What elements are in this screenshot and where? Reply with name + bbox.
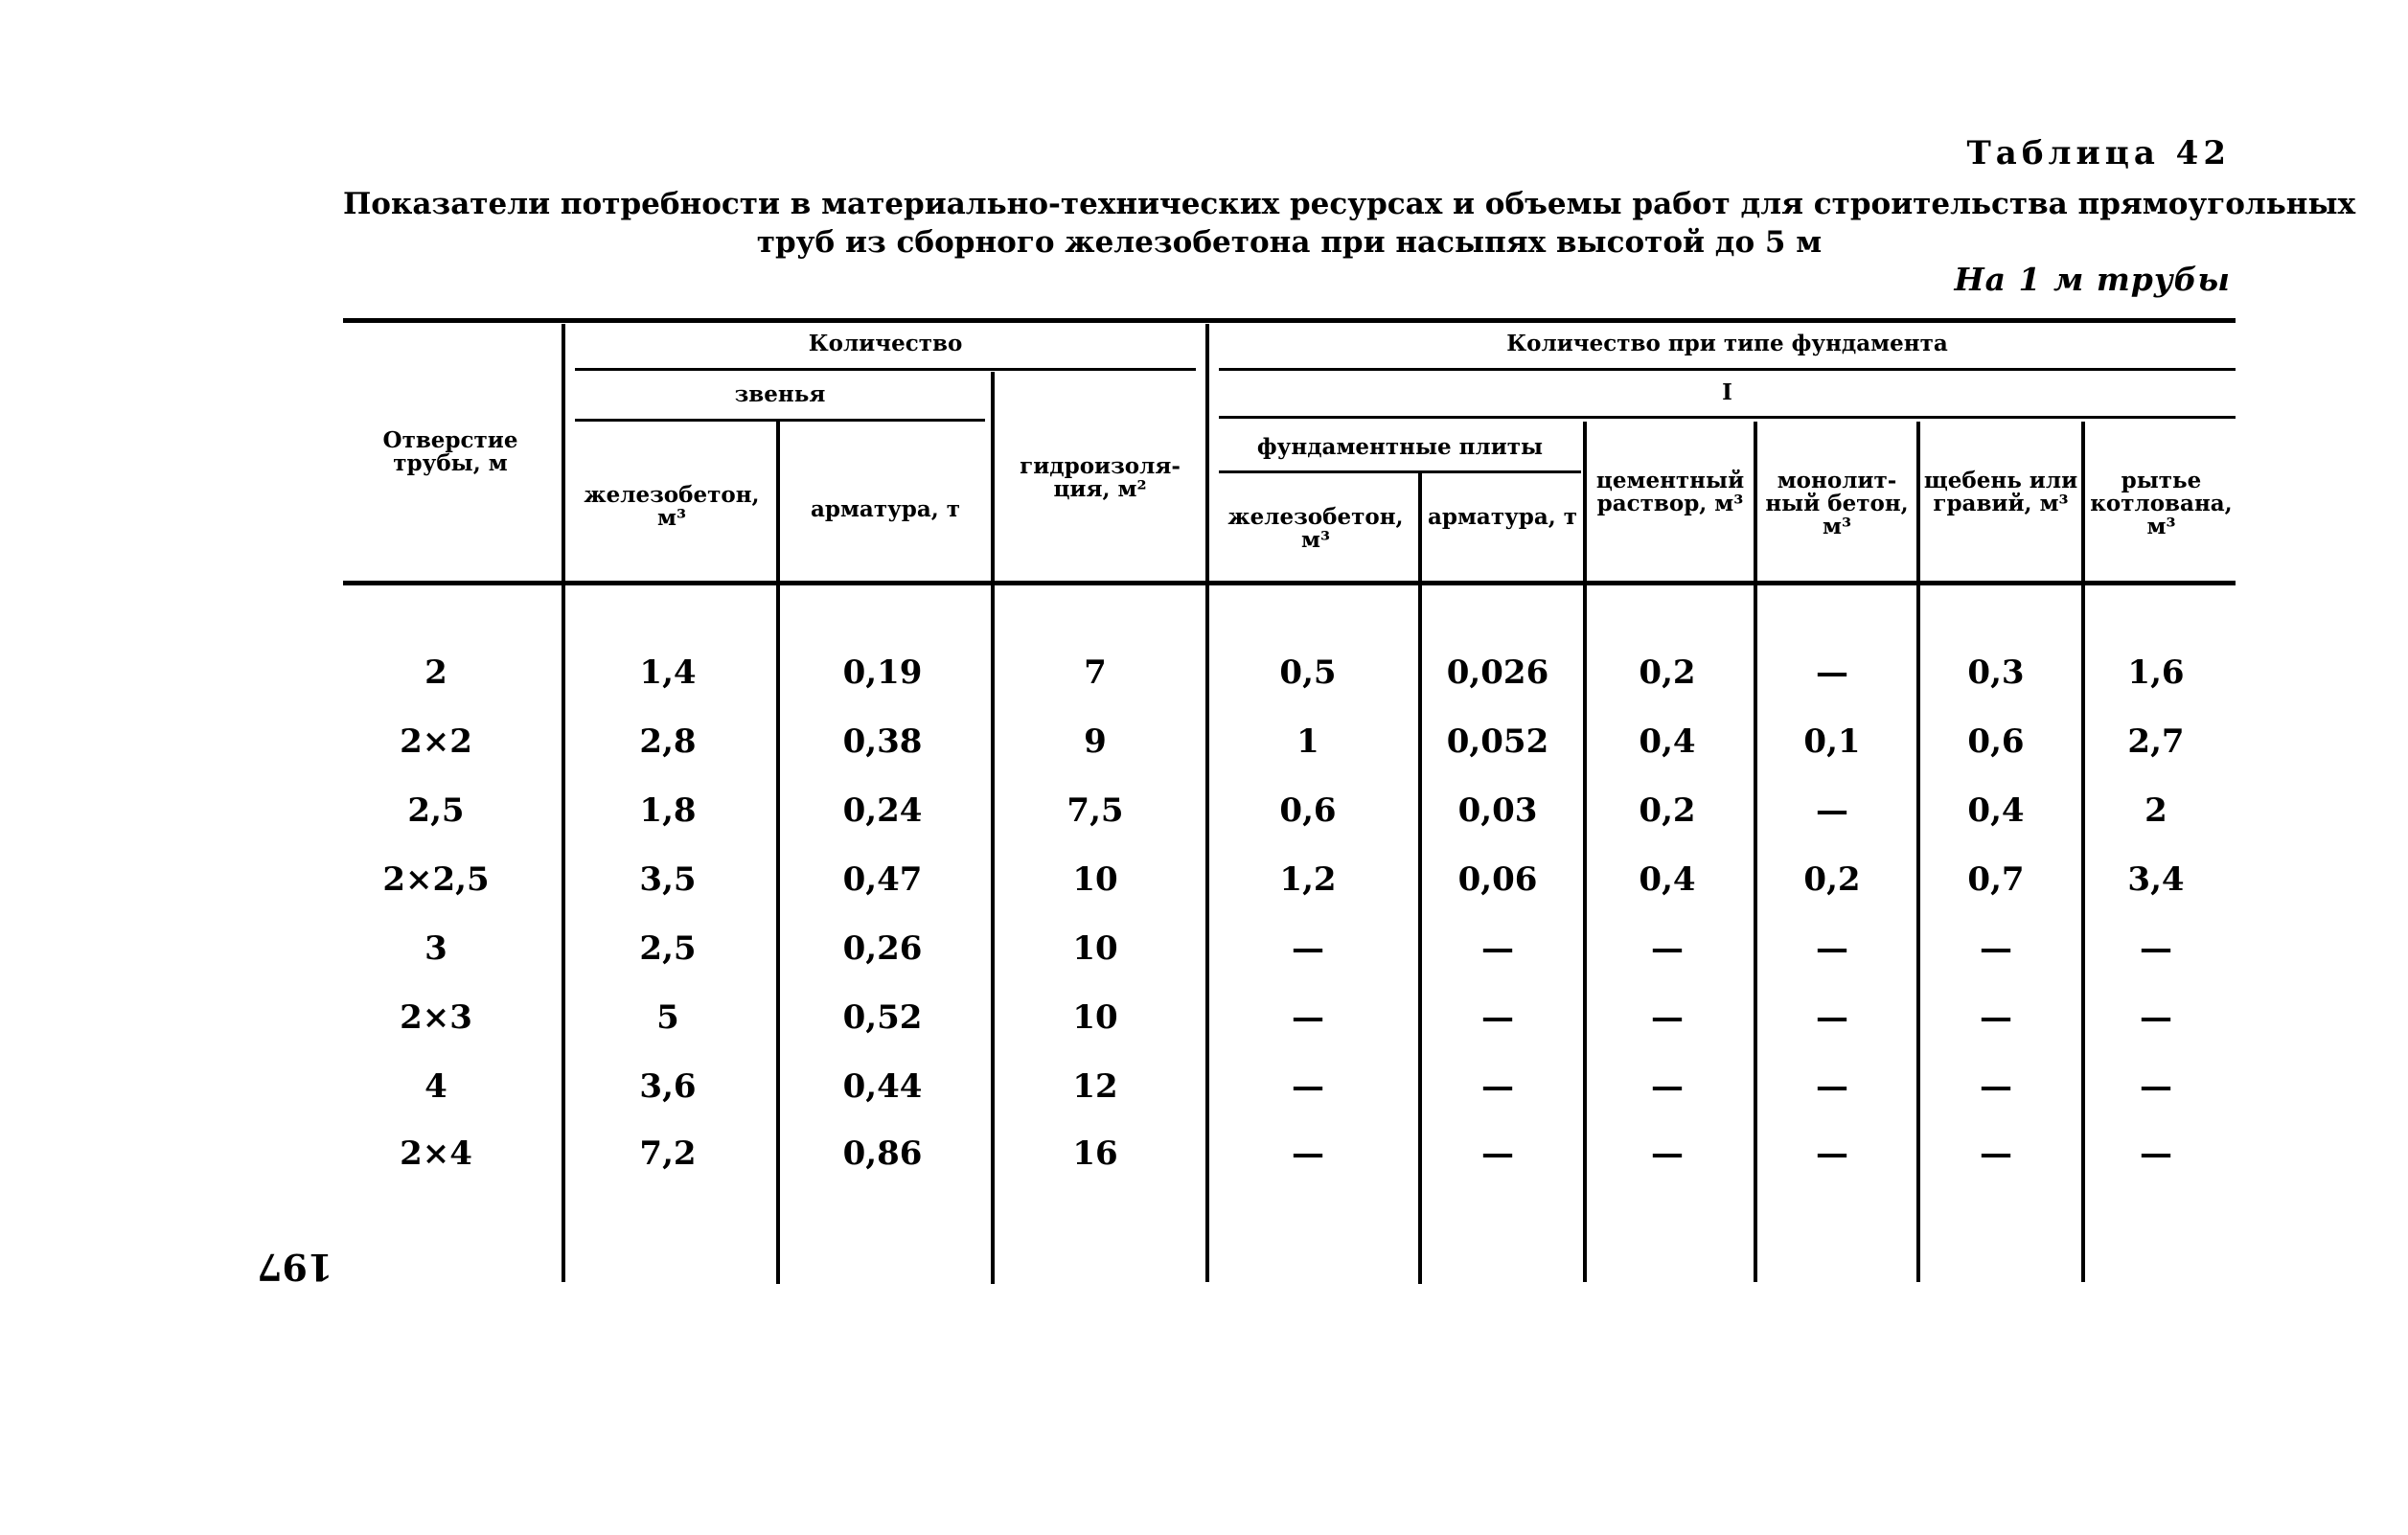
table-cell: 0,4 [1639,860,1696,899]
table-cell: 0,4 [1639,722,1696,761]
table-cell: 3,6 [639,1067,697,1106]
header-gravel: щебень или гравий, м³ [1923,468,2078,516]
table-cell: 0,03 [1457,791,1538,830]
table-cell: — [1481,998,1514,1037]
table-cell: — [1816,653,1848,692]
table-cell: — [1816,1067,1848,1106]
header-reinforced-concrete: железобетон, м³ [584,482,760,531]
header-slab-reinforcement: арматура, т [1427,504,1578,530]
table-cell: 1,6 [2127,653,2185,692]
header-pit-excavation: рытье котлована, м³ [2090,468,2233,539]
table-cell: 0,52 [842,998,923,1037]
header-waterproofing: гидроизоля-ция, м² [1020,453,1181,502]
table-cell: — [1980,998,2012,1037]
quantity-underline [575,368,1196,371]
header-quantity-by-foundation: Количество при типе фундамента [1506,331,1948,356]
table-cell: 0,7 [1967,860,2025,899]
table-cell: — [1292,929,1324,968]
table-cell: — [1292,1134,1324,1173]
header-bottom-rule [343,581,2236,585]
header-cement-mortar: цементный раствор, м³ [1595,468,1745,516]
table-cell: 10 [1072,998,1118,1037]
table-cell: 2 [424,653,447,692]
header-opening: Отверстие трубы, м [382,427,518,476]
page-number: 197 [257,1246,333,1289]
table-cell: 0,4 [1967,791,2025,830]
table-cell: 7,2 [639,1134,697,1173]
table-cell: 2,5 [407,791,465,830]
table-cell: 0,6 [1279,791,1337,830]
table-top-rule [343,318,2236,323]
table-cell: — [1481,929,1514,968]
table-cell: — [2140,929,2172,968]
table-cell: 0,1 [1803,722,1861,761]
col-divider [562,324,565,1282]
col-divider [1583,422,1587,1282]
table-cell: — [2140,998,2172,1037]
table-cell: 0,47 [842,860,923,899]
header-reinforcement: арматура, т [810,496,961,522]
table-cell: 0,2 [1803,860,1861,899]
header-type-one: I [1722,379,1732,405]
col-divider [1205,324,1209,1282]
table-cell: 9 [1084,722,1107,761]
table-cell: 0,5 [1279,653,1337,692]
table-cell: 2×3 [400,998,472,1037]
table-cell: — [1816,1134,1848,1173]
quantity-foundation-underline [1219,368,2236,371]
table-cell: 0,052 [1446,722,1549,761]
table-cell: 1,2 [1279,860,1337,899]
table-cell: — [1651,1134,1684,1173]
table-cell: 7 [1084,653,1107,692]
table-cell: 0,6 [1967,722,2025,761]
table-cell: 3,4 [2127,860,2185,899]
table-cell: 4 [424,1067,447,1106]
header-links: звенья [734,381,826,407]
table-cell: — [1651,998,1684,1037]
table-cell: 10 [1072,929,1118,968]
table-cell: 7,5 [1066,791,1124,830]
table-cell: 1,8 [639,791,697,830]
table-cell: — [1651,1067,1684,1106]
table-cell: 2×4 [400,1134,472,1173]
header-quantity: Количество [808,331,963,356]
table-cell: — [1481,1067,1514,1106]
table-cell: 0,44 [842,1067,923,1106]
col-divider [1916,422,1920,1282]
table-cell: 0,38 [842,722,923,761]
slabs-underline [1219,470,1581,473]
col-divider [991,372,995,1284]
table-cell: 0,86 [842,1134,923,1173]
table-cell: 0,2 [1639,791,1696,830]
table-cell: 12 [1072,1067,1118,1106]
table-cell: 0,06 [1457,860,1538,899]
table-cell: — [1292,1067,1324,1106]
table-cell: — [1980,1067,2012,1106]
col-divider [776,422,780,1284]
table-cell: 0,2 [1639,653,1696,692]
header-foundation-slabs: фундаментные плиты [1256,434,1544,460]
col-divider [2081,422,2085,1282]
table-cell: 0,026 [1446,653,1549,692]
table-cell: 1 [1296,722,1319,761]
table-cell: 2,5 [639,929,697,968]
table-cell: 2,8 [639,722,697,761]
table-title-line2: труб из сборного железобетона при насыпях высотой до 5 м [756,225,1823,260]
table-cell: 0,26 [842,929,923,968]
table-cell: — [1980,929,2012,968]
col-divider [1418,473,1422,1284]
table-cell: 0,3 [1967,653,2025,692]
table-cell: 2,7 [2127,722,2185,761]
table-cell: — [1816,791,1848,830]
table-cell: — [2140,1067,2172,1106]
col-divider [1754,422,1757,1282]
table-cell: — [1481,1134,1514,1173]
table-cell: — [2140,1134,2172,1173]
table-cell: 0,24 [842,791,923,830]
header-monolithic-concrete: монолит-ный бетон, м³ [1765,468,1909,539]
table-title-line1: Показатели потребности в материально-технических ресурсах и объемы работ для строительства прямоугольных [343,187,2356,221]
table-cell: — [1816,929,1848,968]
table-cell: 10 [1072,860,1118,899]
table-cell: — [1292,998,1324,1037]
type-one-underline [1219,416,2236,419]
table-cell: 16 [1072,1134,1118,1173]
table-cell: 1,4 [639,653,697,692]
unit-note: На 1 м трубы [1954,261,2231,298]
table-cell: 3 [424,929,447,968]
table-cell: 2 [2144,791,2167,830]
table-cell: 2×2 [400,722,472,761]
table-cell: — [1816,998,1848,1037]
table-cell: 3,5 [639,860,697,899]
table-cell: 2×2,5 [382,860,490,899]
header-slab-concrete: железобетон, м³ [1227,504,1404,553]
table-number: Таблица 42 [1966,134,2231,172]
table-cell: 5 [656,998,679,1037]
table-cell: — [1980,1134,2012,1173]
table-cell: 0,19 [842,653,923,692]
table-cell: — [1651,929,1684,968]
links-underline [575,419,985,422]
